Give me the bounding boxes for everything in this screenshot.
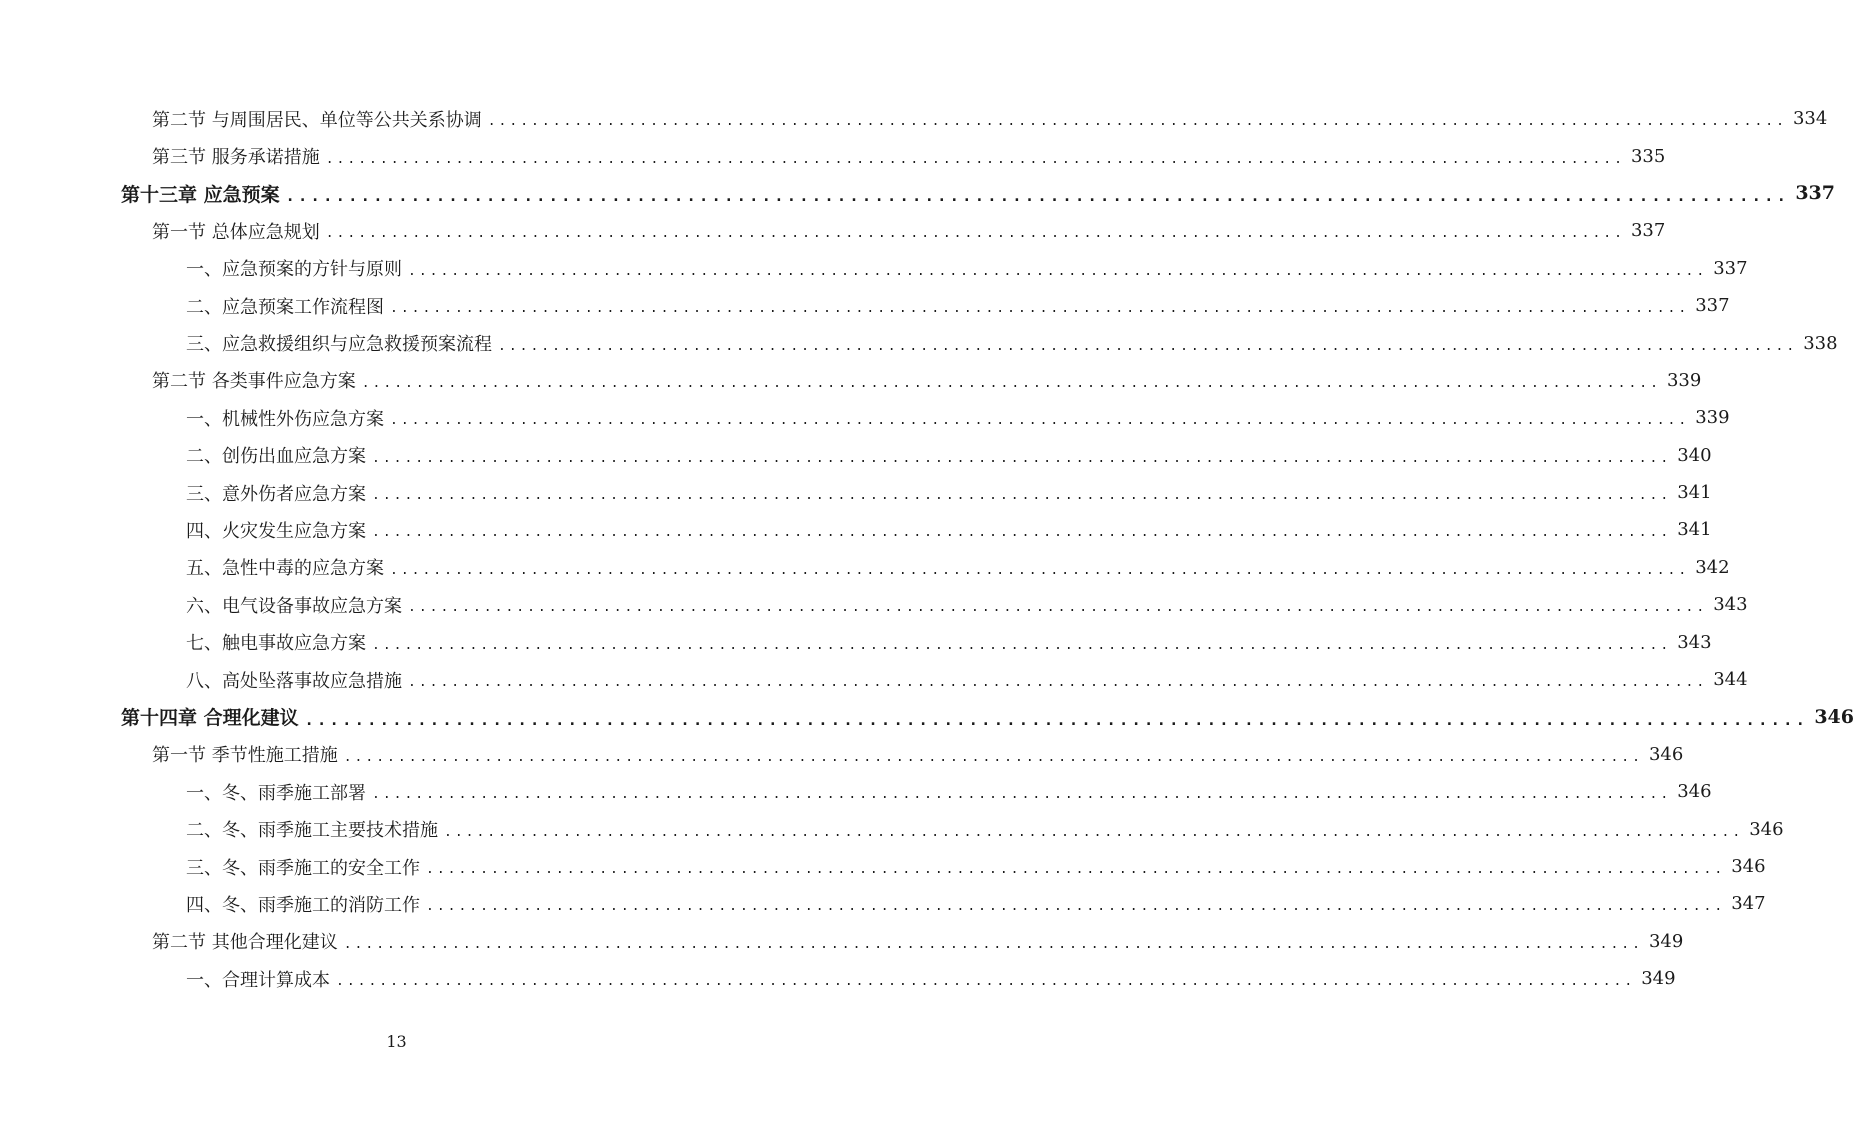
- toc-entry-page: 346: [1677, 781, 1712, 803]
- toc-entry-page: 339: [1666, 369, 1702, 391]
- toc-entry-label: 第二节 与周围居民、单位等公共关系协调: [152, 109, 482, 131]
- toc-entry[interactable]: [0, 923, 1684, 960]
- toc-entry-label: 一、合理计算成本: [186, 969, 330, 991]
- toc-entry-label: 三、应急救援组织与应急救援预案流程: [186, 334, 492, 356]
- toc-entry-label: 一、应急预案的方针与原则: [186, 259, 402, 281]
- toc-entry-label: 二、应急预案工作流程图: [186, 296, 384, 318]
- toc-entry[interactable]: [0, 175, 1835, 212]
- toc-dot-leader: ........................................................................................................................: [343, 936, 1643, 952]
- toc-entry-page: 341: [1677, 482, 1712, 504]
- toc-entry-label: 一、冬、雨季施工部署: [186, 782, 366, 804]
- toc-entry-page: 340: [1677, 444, 1712, 466]
- toc-entry[interactable]: [0, 661, 1748, 698]
- toc-entry-label: 第二节 各类事件应急方案: [152, 371, 356, 393]
- toc-dot-leader: ........................................................................................................................: [408, 675, 1708, 691]
- toc-entry[interactable]: [0, 100, 1828, 137]
- toc-entry-label: 一、机械性外伤应急方案: [186, 408, 384, 430]
- toc-dot-leader: ........................................................................................................................: [361, 375, 1661, 391]
- toc-dot-leader: ........................................................................................................................: [390, 562, 1690, 578]
- toc-entry-label: 第一节 季节性施工措施: [152, 745, 338, 767]
- toc-entry[interactable]: [0, 399, 1730, 436]
- toc-entry-label: 七、触电事故应急方案: [186, 633, 366, 655]
- toc-entry-label: 三、冬、雨季施工的安全工作: [186, 857, 420, 879]
- toc-dot-leader: ........................................................................................................................: [372, 450, 1672, 466]
- toc-entry[interactable]: [0, 250, 1748, 287]
- toc-dot-leader: ........................................................................................................................: [498, 338, 1798, 354]
- toc-entry[interactable]: [0, 137, 1666, 174]
- toc-dot-leader: ........................................................................................................................: [408, 600, 1708, 616]
- toc-entry-page: 347: [1731, 893, 1766, 915]
- toc-entry[interactable]: [0, 362, 1702, 399]
- toc-entry-label: 四、火灾发生应急方案: [186, 520, 366, 542]
- toc-dot-leader: ........................................................................................................................: [426, 862, 1726, 877]
- toc-dot-leader: ........................................................................................................................: [372, 637, 1672, 653]
- toc-entry[interactable]: [0, 885, 1766, 922]
- toc-entry[interactable]: [0, 586, 1748, 623]
- toc-entry-label: 二、冬、雨季施工主要技术措施: [186, 820, 438, 842]
- table-of-contents: [0, 100, 1854, 997]
- toc-dot-leader: ........................................................................................................................: [390, 301, 1690, 317]
- toc-dot-leader: ........................................................................................................................: [336, 974, 1636, 990]
- toc-entry[interactable]: [0, 511, 1712, 548]
- toc-entry-page: 335: [1630, 145, 1666, 167]
- toc-dot-leader: ........................................................................................................................: [408, 263, 1708, 279]
- toc-entry-page: 346: [1731, 856, 1766, 877]
- toc-dot-leader: ........................................................................................................................: [372, 525, 1672, 541]
- toc-entry-label: 第一节 总体应急规划: [152, 221, 320, 243]
- toc-dot-leader: ........................................................................................................................: [487, 114, 1787, 130]
- toc-entry-page: 337: [1795, 182, 1835, 205]
- toc-entry-label: 第二节 其他合理化建议: [152, 932, 338, 954]
- toc-dot-leader: ........................................................................................................................: [444, 824, 1744, 840]
- toc-entry[interactable]: [0, 810, 1784, 847]
- toc-entry-page: 337: [1713, 257, 1748, 279]
- toc-entry-page: 341: [1677, 519, 1712, 541]
- toc-entry[interactable]: [0, 324, 1838, 361]
- toc-entry[interactable]: [0, 736, 1684, 773]
- toc-entry[interactable]: [0, 623, 1712, 660]
- toc-entry-page: 346: [1814, 705, 1854, 728]
- toc-entry-label: 第十四章 合理化建议: [121, 707, 299, 730]
- toc-dot-leader: ........................................................................................................................: [343, 749, 1643, 765]
- toc-entry-page: 334: [1792, 108, 1828, 130]
- toc-entry-page: 344: [1713, 669, 1748, 691]
- toc-entry[interactable]: [0, 474, 1712, 511]
- toc-entry-page: 346: [1648, 743, 1684, 765]
- toc-entry-label: 三、意外伤者应急方案: [186, 483, 366, 505]
- toc-entry-label: 六、电气设备事故应急方案: [186, 595, 402, 617]
- toc-entry-label: 八、高处坠落事故应急措施: [186, 670, 402, 692]
- toc-dot-leader: ........................................................................................................................: [304, 710, 1809, 729]
- toc-entry-label: 二、创伤出血应急方案: [186, 446, 366, 468]
- toc-entry-page: 338: [1803, 332, 1838, 354]
- toc-entry[interactable]: [0, 698, 1854, 735]
- toc-entry-label: 第十三章 应急预案: [121, 183, 280, 206]
- toc-entry[interactable]: [0, 549, 1730, 586]
- toc-dot-leader: ........................................................................................................................: [390, 413, 1690, 429]
- toc-entry[interactable]: [0, 437, 1712, 474]
- toc-dot-leader: ........................................................................................................................: [372, 488, 1672, 504]
- toc-entry-label: 第三节 服务承诺措施: [152, 147, 320, 169]
- toc-entry-page: 337: [1695, 295, 1730, 317]
- toc-entry-label: 五、急性中毒的应急方案: [186, 558, 384, 580]
- toc-dot-leader: ........................................................................................................................: [372, 787, 1672, 803]
- toc-entry-page: 339: [1695, 407, 1730, 429]
- toc-entry-page: 343: [1677, 631, 1712, 653]
- toc-entry-page: 346: [1749, 818, 1784, 840]
- toc-dot-leader: ........................................................................................................................: [325, 226, 1625, 242]
- toc-entry-page: 349: [1648, 930, 1684, 952]
- page-number: 13: [386, 1032, 407, 1051]
- toc-entry[interactable]: [0, 773, 1712, 810]
- toc-entry-label: 四、冬、雨季施工的消防工作: [186, 894, 420, 916]
- toc-dot-leader: ........................................................................................................................: [285, 187, 1790, 206]
- toc-entry-page: 342: [1695, 556, 1730, 578]
- toc-entry[interactable]: [0, 212, 1666, 249]
- toc-dot-leader: ........................................................................................................................: [325, 151, 1625, 167]
- toc-entry[interactable]: [0, 848, 1766, 885]
- toc-entry-page: 337: [1630, 220, 1666, 242]
- toc-entry-page: 349: [1641, 968, 1676, 990]
- toc-entry[interactable]: [0, 960, 1676, 997]
- toc-entry-page: 343: [1713, 594, 1748, 616]
- toc-entry[interactable]: [0, 287, 1730, 324]
- toc-dot-leader: ........................................................................................................................: [426, 899, 1726, 915]
